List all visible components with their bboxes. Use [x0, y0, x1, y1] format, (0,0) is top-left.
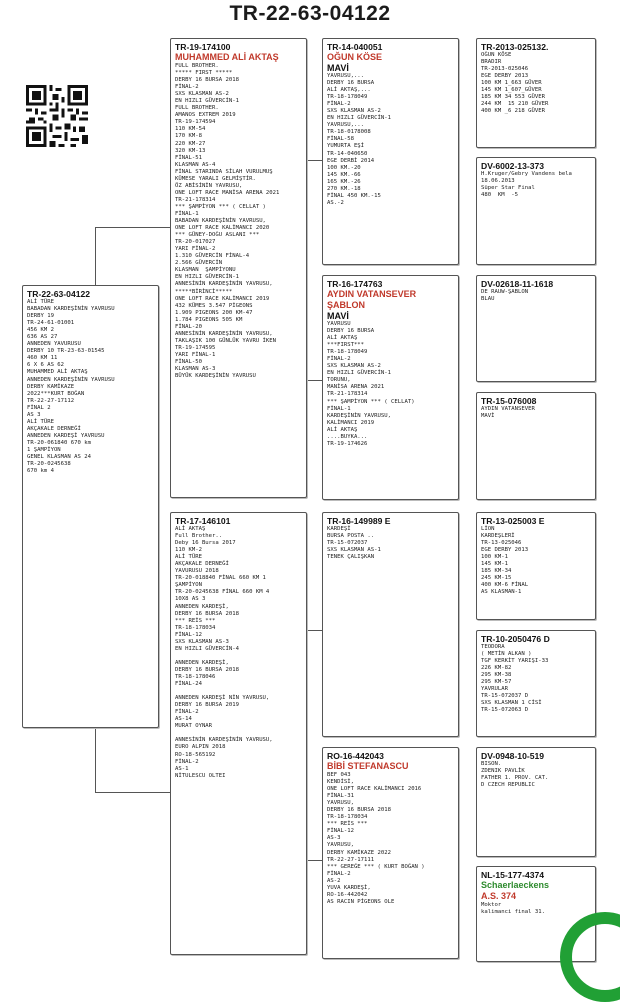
detail-line: TEODORA	[481, 644, 505, 650]
detail-line: *** GEREĞE *** ( KURT BOĞAN )	[327, 863, 425, 870]
pigeon-color: MAVİ	[327, 63, 349, 73]
detail-line: D CZECH REPUBLIC	[481, 782, 535, 789]
detail-line: BABADAN KARDEŞİNİN YAVRUSU	[27, 306, 115, 313]
detail-line: FULL BROTHER.	[175, 105, 219, 112]
detail-line: DERBY 19	[27, 313, 54, 320]
pedigree-ggp-5-card	[476, 512, 596, 620]
detail-line: 270 KM.-18	[327, 185, 361, 192]
detail-line: AKÇAKALE DERNEĞİ	[175, 561, 229, 568]
detail-line: FİNAL-20	[175, 323, 202, 330]
detail-line: 226 KM-82	[481, 665, 512, 672]
detail-line: 18.06.2013	[481, 178, 515, 185]
detail-line: SXS KLASMAN AS-1	[327, 547, 381, 554]
detail-line: MURAT OYNAR	[175, 723, 213, 730]
pedigree-sire-sire-card	[322, 38, 459, 265]
detail-line: YUMURTA EŞİ	[327, 143, 365, 150]
detail-line: KÜMESE YARALI GELMİŞTİR.	[175, 175, 256, 182]
detail-line: EN HIZLI GÜVERCİN-4	[175, 645, 239, 652]
detail-line: ***FIRST***	[327, 342, 365, 349]
pigeon-color: MAVİ	[327, 311, 349, 321]
detail-line: DERBY KAMİKAZE 2022	[327, 849, 391, 856]
ring-number: TR-13-025003 E	[481, 516, 545, 526]
detail-line: TGF KERKİT YARIŞI-33	[481, 658, 549, 665]
connector-line	[307, 630, 308, 860]
ring-number: NL-15-177-4374	[481, 870, 545, 880]
detail-line: FULL BROTHER.	[175, 63, 219, 69]
ring-number: TR-17-146101	[175, 516, 231, 526]
detail-line: FİNAL-51	[175, 154, 202, 161]
detail-line: TR-20-0245638	[27, 461, 71, 468]
ring-number: TR-16-174763	[327, 279, 383, 289]
detail-line: SXS KLASMAN AS-3	[175, 638, 229, 645]
detail-line: *** REİS ***	[175, 617, 216, 624]
detail-line: TR-19-174595	[175, 344, 216, 351]
detail-line: ANNESİNİN KARDEŞİNİN YAVRUSU,	[175, 281, 273, 288]
card-details	[27, 299, 154, 475]
card-details	[481, 406, 591, 420]
detail-line: kalimanci final 31.	[481, 909, 545, 916]
detail-line: YAVRUSU,	[327, 800, 354, 807]
detail-line: ŞAMPİYON	[175, 582, 202, 589]
detail-line: 432 KÜMES 3.547 PİGEONS	[175, 302, 253, 309]
detail-line: KLASMAN ŞAMPİYONU	[175, 267, 236, 274]
detail-line: DERBY 16 BURSA 2018	[327, 807, 391, 814]
pigeon-name: BİBİ STEFANASCU	[327, 761, 409, 771]
detail-line: DERBY 16 BURSA 2018	[175, 666, 239, 673]
detail-line: FİNAL STARINDA SİLAH VURULMUŞ	[175, 168, 273, 175]
detail-line: KARDEŞİNİN YAVRUSU,	[327, 412, 391, 419]
detail-line: BEF 043	[327, 772, 351, 778]
detail-line: FİNAL 450 KM.-15	[327, 192, 381, 199]
detail-line: FATHER 1. PROV. CAT.	[481, 775, 549, 782]
detail-line: YAVURUSU 2018	[175, 568, 219, 575]
pedigree-ggp-7-card	[476, 747, 596, 857]
detail-line: FİNAL-2	[175, 709, 199, 716]
detail-line: EN HIZLI GÜVERCİN-1	[175, 98, 239, 105]
detail-line: Full Brother..	[175, 533, 223, 540]
pedigree-sire-card	[170, 38, 307, 498]
detail-line: 2022***KURT BOĞAN	[27, 390, 85, 397]
card-details	[481, 289, 591, 303]
detail-line: YAVRULAR	[481, 686, 508, 693]
detail-line: ALİ AKTAŞ,...	[327, 87, 371, 94]
detail-line: *** ŞAMPİYON *** ( CELLAT)	[327, 398, 415, 405]
detail-line	[175, 653, 302, 660]
detail-line: 2.566 GÜVERCİN	[175, 260, 223, 267]
qr-code-icon	[26, 85, 88, 147]
pedigree-ggp-6-card	[476, 630, 596, 737]
detail-line: AS-14	[175, 716, 192, 723]
detail-line: GENEL KLASMAN AS 24	[27, 454, 91, 461]
detail-line: DERBY KAMİKAZE	[27, 383, 75, 390]
detail-line: TR-18-178049	[327, 349, 368, 356]
detail-line: FİNAL-50	[175, 358, 202, 365]
detail-line: TR-19-174594	[175, 119, 216, 126]
detail-line: ANNEDEN YAVURUSU	[27, 341, 81, 348]
detail-line: 170 KM-8	[175, 133, 202, 140]
detail-line: TR-22-27-17112	[27, 397, 75, 404]
detail-line: ALİ TÜRE	[175, 554, 202, 561]
card-details	[481, 761, 591, 789]
detail-line: TR-15-072037	[327, 540, 368, 547]
detail-line: TR-21-178314	[175, 196, 216, 203]
pedigree-sire-dam-card	[322, 275, 459, 500]
detail-line: LİON	[481, 526, 495, 532]
detail-line: 1 ŞAMPİYON	[27, 446, 61, 453]
detail-line: 636 AS 27	[27, 334, 58, 341]
detail-line: BISON.	[481, 761, 502, 767]
detail-line: DERBY 10 TR-23-63-01545	[27, 348, 105, 355]
detail-line: 480 KM -5	[481, 192, 519, 199]
detail-line: Deby 16 Bursa 2017	[175, 540, 236, 547]
detail-line: 145 KM-1	[481, 561, 508, 568]
detail-line: MUHAMMED ALİ AKTAŞ	[27, 369, 88, 376]
detail-line: AS-1	[175, 765, 189, 772]
detail-line: 1.310 GÜVERCİN FİNAL-4	[175, 253, 250, 260]
detail-line: YAVRUSU,	[327, 842, 354, 849]
detail-line: TR-22-27-17111	[327, 856, 375, 863]
detail-line: Moktor	[481, 902, 502, 908]
detail-line: NİTULESCU OLTEI	[175, 772, 226, 779]
pedigree-dam-sire-card	[322, 512, 459, 737]
card-details	[481, 644, 591, 714]
detail-line: TR-15-072037 D	[481, 693, 529, 700]
detail-line: YAVRUSU	[327, 321, 351, 327]
card-details	[481, 52, 591, 115]
detail-line: BRADIR	[481, 59, 502, 66]
ring-number: TR-14-040051	[327, 42, 383, 52]
detail-line: YAVRUSU,...	[327, 122, 365, 129]
connector-line	[307, 630, 322, 631]
detail-line: Süper Star Final	[481, 185, 535, 192]
detail-line: ANNESİNİN KARDEŞİNİN YAVRUSU,	[175, 737, 273, 744]
detail-line: TR-19-174626	[327, 440, 368, 447]
detail-line: 400 KM-6 FİNAL	[481, 582, 529, 589]
detail-line: 400 KM _6 218 GÜVER	[481, 108, 545, 115]
detail-line: FİNAL-58	[327, 136, 354, 143]
detail-line: EGE DERBY 2013	[481, 547, 529, 554]
detail-line: FİNAL-12	[327, 828, 354, 835]
detail-line: FİNAL-2	[175, 84, 199, 91]
detail-line: TR-24-61-01001	[27, 320, 75, 327]
detail-line: EGE DERBY 2013	[481, 73, 529, 80]
detail-line: TR-13-025046	[481, 540, 522, 547]
ring-number: TR-15-076008	[481, 396, 537, 406]
ring-number: TR-19-174100	[175, 42, 231, 52]
detail-line: KARDEŞLERİ	[481, 533, 515, 540]
detail-line: MANİSA ARENA 2021	[327, 384, 385, 391]
detail-line: FİNAL-2	[175, 758, 199, 765]
detail-line: *** GÜNEY-DOĞU ASLANI ***	[175, 232, 260, 239]
pedigree-subject-card	[22, 285, 159, 728]
detail-line: FİNAL-31	[327, 793, 354, 800]
detail-line: ALİ AKTAŞ	[327, 426, 358, 433]
detail-line: ANNESİNİN KARDEŞİNİN YAVRUSU,	[175, 330, 273, 337]
detail-line: DERBY 16 BURSA	[327, 80, 375, 87]
detail-line: ÖZ ABİSİNİN YAVRUSU,	[175, 182, 243, 189]
detail-line: AS KLASMAN-1	[481, 589, 522, 596]
detail-line: ALİ TÜRE	[27, 418, 54, 425]
detail-line: BURSA POSTA ..	[327, 533, 375, 540]
card-details	[175, 63, 302, 380]
detail-line: FİNAL-1	[327, 405, 351, 412]
detail-line: 320 KM-13	[175, 147, 206, 154]
detail-line: 456 KM 2	[27, 327, 54, 334]
detail-line: TR-20-018840 FİNAL 660 KM 1	[175, 575, 266, 582]
detail-line: SXS KLASMAN 1 CİSİ	[481, 700, 542, 707]
card-details	[481, 526, 591, 596]
ring-number: TR-16-149989 E	[327, 516, 391, 526]
detail-line: ONE LOFT RACE MANİSA ARENA 2021	[175, 189, 280, 196]
detail-line: 1.909 PIGEONS 200 KM-47	[175, 309, 253, 316]
detail-line: TR-14-040650	[327, 150, 368, 157]
detail-line: KLASMAN AS-4	[175, 161, 216, 168]
detail-line: FİNAL-2	[327, 356, 351, 363]
detail-line: TR-18-0178008	[327, 129, 371, 136]
detail-line: ( METİN ALKAN )	[481, 651, 532, 658]
detail-line: 244 KM 15 210 GÜVER	[481, 101, 549, 108]
detail-line: 185 KM-34	[481, 568, 512, 575]
detail-line: BLAU	[481, 296, 495, 303]
pigeon-name-2: A.S. 374	[481, 891, 517, 901]
ring-number: RO-16-442043	[327, 751, 384, 761]
detail-line: AS RACIN PİGEONS OLE	[327, 898, 395, 905]
detail-line: RO-16-442042	[327, 891, 368, 898]
pedigree-ggp-4-card	[476, 392, 596, 500]
detail-line: TR-18-178049	[327, 94, 368, 101]
connector-line	[95, 792, 170, 793]
detail-line: MAVİ	[481, 413, 495, 420]
detail-line: TR-18-178034	[175, 624, 216, 631]
detail-line: 185 KM 34 553 GÜVER	[481, 94, 545, 101]
connector-line	[307, 860, 322, 861]
detail-line: ANNEDEN KARDEŞİ,	[175, 659, 229, 666]
detail-line: OĞUN KÖSE	[481, 52, 512, 58]
detail-line: AKÇAKALE DERNEĞİ	[27, 425, 81, 432]
detail-line: 100 KM-1	[481, 554, 508, 561]
detail-line: 10X8 AS 3	[175, 596, 206, 603]
detail-line: EGE DERBİ 2014	[327, 157, 375, 164]
detail-line: EURO ALPIN 2018	[175, 744, 226, 751]
detail-line: YARI FİNAL-2	[175, 246, 216, 253]
detail-line: ALİ AKTAŞ	[327, 335, 358, 342]
detail-line: 110 KM-54	[175, 126, 206, 133]
detail-line: *** ŞAMPİYON *** ( CELLAT )	[175, 203, 266, 210]
detail-line: TORUNU,	[327, 377, 351, 384]
detail-line: ONE LOFT RACE KALİMANCI 2020	[175, 225, 270, 232]
connector-line	[307, 160, 308, 380]
detail-line: TR-21-178314	[327, 391, 368, 398]
detail-line: YARI FİNAL-1	[175, 351, 216, 358]
detail-line: TR-15-072063 D	[481, 707, 529, 714]
detail-line: ZDENIK PAVLİK	[481, 768, 525, 775]
detail-line: EN HIZLI GÜVERCİN-1	[175, 274, 239, 281]
detail-line: EN HIZLI GÜVERCİN-1	[327, 115, 391, 122]
pigeon-name: OĞUN KÖSE	[327, 52, 383, 62]
detail-line: H.Kruger/Gebry Vandens bela	[481, 171, 572, 177]
detail-line: 295 KM-57	[481, 679, 512, 686]
detail-line: ANNEDEN KARDEŞİ NİN YAVRUSU,	[175, 695, 270, 702]
card-details	[175, 526, 302, 780]
ring-number: DV-6002-13-373	[481, 161, 545, 171]
detail-line: 100 KM 1_663 GÜVER	[481, 80, 542, 87]
detail-line: TR-20-061840 670 km	[27, 439, 91, 446]
connector-line	[307, 160, 322, 161]
ring-number: TR-2013-025132.	[481, 42, 549, 52]
detail-line: 1.784 PIGEONS 505 KM	[175, 316, 243, 323]
pedigree-ggp-1-card	[476, 38, 596, 148]
detail-line: EN HIZLI GÜVERCİN-1	[327, 370, 391, 377]
detail-line: FİNAL-12	[175, 631, 202, 638]
detail-line: TR-18-178034	[327, 814, 368, 821]
detail-line: 145 KM.-66	[327, 171, 361, 178]
pedigree-dam-card	[170, 512, 307, 955]
detail-line: KARDEŞİ	[327, 526, 351, 532]
detail-line: TAKLAŞIK 100 GÜNLÜK YAVRU İKEN	[175, 337, 277, 344]
detail-line: DERBY 16 BURSA 2018	[175, 610, 239, 617]
ring-number: DV-0948-10-519	[481, 751, 545, 761]
card-details	[327, 321, 454, 448]
detail-line: 165 KM.-26	[327, 178, 361, 185]
detail-line: YUVA KARDEŞİ,	[327, 884, 371, 891]
pedigree-title: TR-22-63-04122	[229, 2, 391, 25]
ring-number: TR-10-2050476 D	[481, 634, 550, 644]
detail-line: KENDİSİ,	[327, 779, 354, 786]
detail-line: 295 KM-38	[481, 672, 512, 679]
card-details	[481, 902, 591, 916]
detail-line: TENEK ÇALIŞKAN	[327, 554, 375, 561]
detail-line: ANNEDEN KARDEŞİ YAVRUSU	[27, 432, 105, 439]
ring-number: TR-22-63-04122	[27, 289, 91, 299]
detail-line: ANNEDEN KARDEŞİNİN YAVRUSU	[27, 376, 115, 383]
connector-line	[95, 227, 170, 228]
detail-line: ALİ TÜRE	[27, 299, 54, 305]
detail-line: SXS KLASMAN AS-2	[175, 91, 229, 98]
detail-line: KLASMAN AS-3	[175, 366, 216, 373]
card-details	[327, 526, 454, 561]
connector-line	[307, 380, 322, 381]
detail-line: ....BUYKA...	[327, 433, 368, 440]
ring-number: DV-02618-11-1618	[481, 279, 554, 289]
detail-line: FİNAL-24	[175, 681, 202, 688]
card-details	[481, 171, 591, 199]
detail-line: SXS KLASMAN AS-2	[327, 363, 381, 370]
detail-line: AS-3	[327, 835, 341, 842]
detail-line: FİNAL-2	[327, 870, 351, 877]
detail-line: 145 KM 1_607_GÜVER	[481, 87, 542, 94]
detail-line: 460 KM 11	[27, 355, 58, 362]
detail-line: FİNAL-1	[175, 210, 199, 217]
detail-line: TR-20-017027	[175, 239, 216, 246]
pigeon-name: AYDIN VATANSEVER ŞABLON	[327, 289, 417, 310]
pedigree-dam-dam-card	[322, 747, 459, 959]
detail-line: AMANOS EXTREM 2019	[175, 112, 236, 119]
detail-line: *****BİRİNCİ*****	[175, 288, 233, 295]
detail-line: *** REİS ***	[327, 821, 368, 828]
pigeon-name: MUHAMMED ALİ AKTAŞ	[175, 52, 279, 62]
detail-line: ALİ AKTAŞ	[175, 526, 206, 532]
detail-line: 670 km 4	[27, 468, 54, 475]
detail-line: 245 KM-15	[481, 575, 512, 582]
detail-line: SXS KLASMAN AS-2	[327, 108, 381, 115]
detail-line: TR-20-0245638 FİNAL 660 KM 4	[175, 589, 270, 596]
detail-line: DERBY 16 BURSA 2019	[175, 702, 239, 709]
detail-line: AYDIN VATANSEVER	[481, 406, 535, 412]
pedigree-ggp-2-card	[476, 157, 596, 265]
card-details	[327, 772, 454, 906]
detail-line: TR-2013-025046	[481, 66, 529, 73]
detail-line: DERBY 16 BURSA	[327, 328, 375, 335]
card-details	[327, 73, 454, 207]
detail-line: DERBY 16 BURSA 2018	[175, 77, 239, 84]
detail-line: BÜYÜK KARDEŞİNİN YAVRUSU	[175, 373, 256, 380]
detail-line: 6 X 6 AS 62	[27, 362, 65, 369]
detail-line: BABADAN KARDEŞİNİN YAVRUSU,	[175, 218, 266, 225]
pedigree-ggp-3-card	[476, 275, 596, 382]
detail-line: AS 3	[27, 411, 41, 418]
detail-line: ANNEDEN KARDEŞİ,	[175, 603, 229, 610]
pigeon-name: Schaerlaeckens	[481, 880, 550, 890]
detail-line: ***** FIRST *****	[175, 70, 233, 77]
detail-line: 100 KM.-20	[327, 164, 361, 171]
detail-line: DE RAUW-ŞABLON	[481, 289, 529, 295]
detail-line: FİNAL-2	[327, 101, 351, 108]
detail-line: ONE LOFT RACE KALİMANCI 2016	[327, 786, 422, 793]
detail-line: YAVRUSU,...	[327, 73, 365, 79]
detail-line: RO-18-565192	[175, 751, 216, 758]
detail-line: 220 KM-27	[175, 140, 206, 147]
detail-line: FİNAL 2	[27, 404, 51, 411]
detail-line: ONE LOFT RACE KALİMANCI 2019	[175, 295, 270, 302]
detail-line: AS.-2	[327, 199, 344, 206]
detail-line: AS-2	[327, 877, 341, 884]
detail-line: TR-18-178046	[175, 673, 216, 680]
detail-line: 110 KM-2	[175, 547, 202, 554]
detail-line: KALİMANCI 2019	[327, 419, 375, 426]
